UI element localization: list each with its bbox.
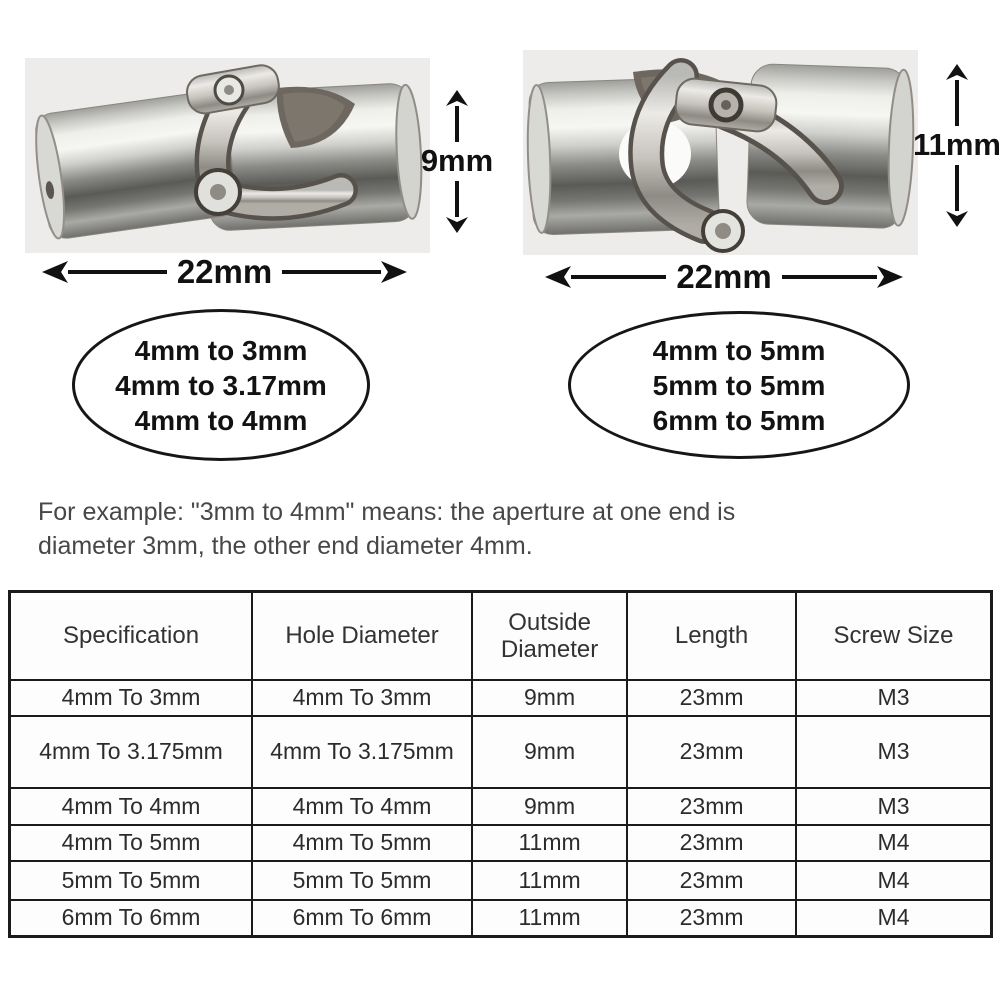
dimension-line	[68, 270, 167, 274]
table-cell: 23mm	[627, 900, 796, 937]
variant-line: 5mm to 5mm	[652, 369, 826, 401]
table-cell: 4mm To 3.175mm	[10, 716, 253, 788]
left-coupling-image	[25, 58, 430, 253]
dimension-line	[571, 275, 666, 279]
table-cell: 5mm To 5mm	[252, 861, 472, 900]
table-cell: 4mm To 5mm	[252, 825, 472, 861]
table-cell: M3	[796, 716, 991, 788]
table-cell: 4mm To 3mm	[252, 680, 472, 716]
variant-line: 6mm to 5mm	[652, 404, 826, 436]
table-cell: 9mm	[472, 680, 627, 716]
dimension-line	[455, 106, 459, 142]
dimension-line	[282, 270, 381, 274]
height-dimension-left	[412, 90, 502, 240]
table-cell: 6mm To 6mm	[252, 900, 472, 937]
table-row	[10, 900, 992, 937]
dimension-line	[955, 165, 959, 211]
table-cell: 23mm	[627, 680, 796, 716]
pin-hole-ring	[711, 90, 741, 120]
table-cell: 23mm	[627, 825, 796, 861]
table-row	[10, 680, 992, 716]
bottom-pin	[703, 211, 743, 251]
column-header-screw-size: Screw Size	[796, 592, 991, 680]
dimension-line	[955, 80, 959, 126]
down-arrowhead-icon	[946, 211, 968, 227]
width-dimension-left	[42, 253, 407, 291]
variant-line: 4mm to 4mm	[134, 404, 308, 436]
table-header-row	[10, 592, 992, 680]
table-cell: M3	[796, 788, 991, 825]
variant-oval-right	[568, 311, 910, 459]
table-row	[10, 788, 992, 825]
width-value-left: 22mm	[176, 252, 273, 290]
example-note	[38, 495, 978, 563]
table-cell: M4	[796, 825, 991, 861]
column-header-hole-diameter: Hole Diameter	[252, 592, 472, 680]
left-arrowhead-icon	[545, 266, 571, 288]
table-cell: 5mm To 5mm	[10, 861, 253, 900]
table-cell: M4	[796, 900, 991, 937]
right-coupling-image	[523, 50, 918, 255]
table-cell: 23mm	[627, 861, 796, 900]
table-row	[10, 861, 992, 900]
center-pin	[196, 170, 240, 214]
column-header-outside-diameter: Outside Diameter	[472, 592, 627, 680]
table-cell: 11mm	[472, 900, 627, 937]
height-value-right: 11mm	[913, 127, 1001, 162]
table-cell: M4	[796, 861, 991, 900]
table-row	[10, 716, 992, 788]
table-cell: 4mm To 3mm	[10, 680, 253, 716]
table-cell: 11mm	[472, 825, 627, 861]
right-arrowhead-icon	[877, 266, 903, 288]
right-product-photo	[523, 50, 918, 255]
column-header-length: Length	[627, 592, 796, 680]
variant-oval-left	[72, 309, 370, 461]
table-cell: 9mm	[472, 788, 627, 825]
left-arrowhead-icon	[42, 261, 68, 283]
down-arrowhead-icon	[446, 217, 468, 233]
table-cell: 23mm	[627, 716, 796, 788]
dimension-line	[782, 275, 877, 279]
variant-line: 4mm to 3.17mm	[115, 369, 327, 401]
table-cell: 4mm To 4mm	[10, 788, 253, 825]
right-arrowhead-icon	[381, 261, 407, 283]
width-value-right: 22mm	[676, 257, 772, 295]
left-product-photo	[25, 58, 430, 253]
table-cell: 4mm To 4mm	[252, 788, 472, 825]
table-cell: M3	[796, 680, 991, 716]
up-arrowhead-icon	[946, 64, 968, 80]
specification-table	[8, 590, 993, 938]
table-cell: 11mm	[472, 861, 627, 900]
note-line-1: For example: "3mm to 4mm" means: the aperture at one end is	[38, 498, 736, 526]
table-cell: 9mm	[472, 716, 627, 788]
width-dimension-right	[545, 258, 903, 296]
height-dimension-right	[913, 64, 1001, 236]
table-row	[10, 825, 992, 861]
variant-line: 4mm to 3mm	[134, 334, 308, 366]
variant-line: 4mm to 5mm	[652, 334, 826, 366]
up-arrowhead-icon	[446, 90, 468, 106]
column-header-specification: Specification	[10, 592, 253, 680]
table-cell: 4mm To 3.175mm	[252, 716, 472, 788]
dimension-line	[455, 181, 459, 217]
note-line-2: diameter 3mm, the other end diameter 4mm.	[38, 532, 533, 560]
table-cell: 23mm	[627, 788, 796, 825]
height-value-left: 9mm	[420, 143, 494, 178]
table-cell: 6mm To 6mm	[10, 900, 253, 937]
table-cell: 4mm To 5mm	[10, 825, 253, 861]
top-pin	[215, 76, 243, 104]
